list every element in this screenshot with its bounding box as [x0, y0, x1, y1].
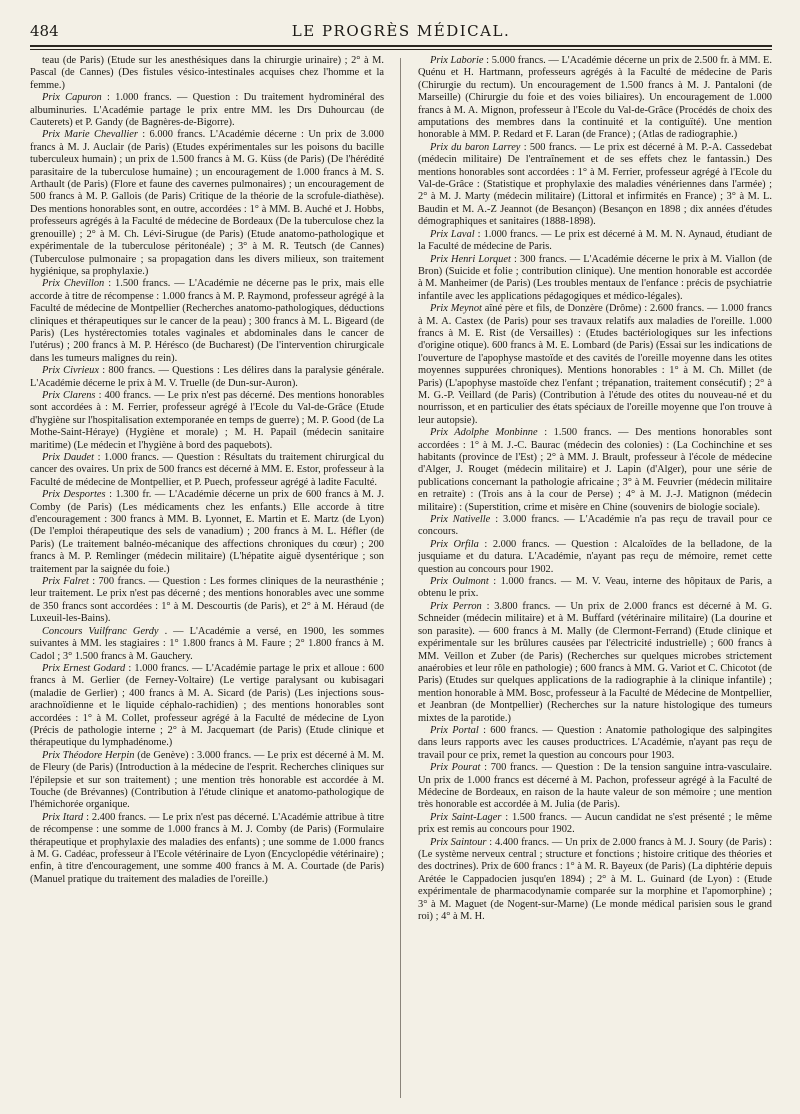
- prize-name: Prix Perron: [430, 600, 482, 612]
- prize-text: aîné père et fils, de Donzère (Drôme) : 2.600 francs. — 1.000 francs à M. A. Castex (de Paris) pour ses travaux relatifs aux maladies de l'oreille. 1.000 francs à M. E. Rist (de Versailles) : (Etudes bactériologiques sur les infections d'origine otique). 600 francs à M. E. Lombard (de Paris) (Essai sur les indications de l'ouverture de l'apophyse mastoïde et des cavités de l'oreille moyenne dans les otites moyennes suppurées chroniques). Mentions honorables : 1° à M. Ch. Millet (de Paris) (L'apophyse mastoïde chez l'enfant ; trépanation, traitement consécutif) ; 2° à M. G.-P. Veillard (de Paris) (Contribution à l'étude des otites du nouveau-né et du nourrisson, et en particulier des états spéciaux de l'oreille moyenne que l'on trouve à leur autopsie).: [418, 303, 772, 426]
- prize-paragraph: [418, 539, 772, 576]
- prize-text: : 1.500 francs. — Aucun candidat ne s'est présenté ; le même prix est remis au concours pour 1902.: [418, 811, 772, 836]
- prize-paragraph: [418, 229, 772, 254]
- prize-text: : 4.400 francs. — Un prix de 2.000 francs à M. J. Soury (de Paris) : (Le système nerveux central ; structure et fonctions ; histoire critique des théories et des doctrines). Prix de 600 francs : 1° à M. R. Bayeux (de Paris) (La diphtérie depuis Arétée le Cappadocien jusqu'en 1894) ; 2° à M. L. Guinard (de Lyon) : (Etude expérimentale de pharmacodynamie comparée sur la morphine et l'apomorphine) ; 3° à M. Maguet (de Nogent-sur-Marne) (Le monde médical parisien sous le grand roi) ; 4° à M. H.: [418, 836, 772, 923]
- prize-text: : 500 francs. — Le prix est décerné à M. P.-A. Cassedebat (médecin militaire) De l'entraînement et de ses effets chez le fantassin.) Des mentions honorables sont accordées : 1° à M. Ferrier, professeur agrégé à l'Ecole du Val-de-Grâce : (Statistique et prophylaxie des maladies vénériennes dans l'armée) ; 2° à M. J. Marty (médecin militaire) (Littoral et infirmités en France) ; 3° à M. L. Baudin et M. A.-Z Jeannot (de Besançon) (Besançon en 1898 ; dix années d'études démographiques et sanitaires (1888-1898).: [418, 141, 772, 228]
- prize-text: : 700 francs. — Question : Les formes cliniques de la neurasthénie ; leur traitement. Le prix n'est pas décerné ; des mentions honorables avec une somme de 350 francs sont accordées : 1° à M. Descourtis (de Paris), et 2° à M. Héraud (de Luxeuil-les-Bains).: [30, 576, 384, 625]
- prize-name: Prix Capuron: [42, 92, 102, 104]
- prize-name: Prix Pourat: [430, 762, 481, 774]
- prize-name: Prix Henri Lorquet: [430, 253, 511, 265]
- prize-paragraph: [30, 92, 384, 129]
- prize-text: : 700 francs. — Question : De la tension sanguine intra-vasculaire. Un prix de 1.000 francs est décerné à M. Pachon, professeur agrégé à la Faculté de Médecine de Bordeaux, en raison de la haute valeur de son mémoire ; une mention très honorable est accordée à M. Julia (de Paris).: [418, 762, 772, 811]
- prize-name: Prix Itard: [42, 811, 84, 823]
- prize-name: Prix Nativelle: [430, 514, 491, 526]
- prize-paragraph: [30, 390, 384, 452]
- prize-paragraph: [418, 142, 772, 229]
- header-rule-thick: [30, 45, 772, 47]
- prize-paragraph: [418, 576, 772, 601]
- prize-paragraph: [418, 601, 772, 725]
- prize-name: Prix Oulmont: [430, 576, 489, 588]
- prize-paragraph: [418, 725, 772, 762]
- prize-name: Prix Daudet: [42, 452, 95, 463]
- prize-paragraph: [30, 55, 384, 92]
- prize-paragraph: [418, 427, 772, 514]
- prize-paragraph: [30, 489, 384, 576]
- prize-paragraph: [418, 837, 772, 924]
- prize-name: Prix Clarens: [42, 389, 96, 401]
- journal-title: LE PROGRÈS MÉDICAL.: [291, 22, 511, 40]
- column-divider: [400, 58, 401, 1098]
- prize-paragraph: [418, 762, 772, 812]
- prize-name: Prix Ernest Godard: [42, 662, 126, 674]
- prize-name: Prix Meynot: [430, 303, 482, 315]
- prize-paragraph: [30, 576, 384, 626]
- prize-text: : 1.000 francs. — Question : Résultats du traitement chirurgical du cancer des ovaires. Un prix de 500 francs est décerné à MM. E. Estor, professeur à la Faculté de médecine de Montpellier, et P. Puech, professeur agrégé à ladite Faculté.: [30, 452, 384, 488]
- prize-paragraph: [30, 365, 384, 390]
- prize-paragraph: [418, 812, 772, 837]
- prize-name: Prix Laborie: [430, 55, 484, 66]
- prize-name: Prix Laval: [430, 228, 475, 240]
- prize-text: : 800 francs. — Questions : Les délires dans la paralysie générale. L'Académie décerne le prix à M. V. Truelle (de Dun-sur-Auron).: [30, 365, 384, 389]
- prize-text: : 3.000 francs. — L'Académie n'a pas reçu de travail pour ce concours.: [418, 514, 772, 538]
- prize-text: : 1.000 francs. — Le prix est décerné à M. M. N. Aynaud, étudiant de la Faculté de médecine de Paris.: [418, 228, 772, 253]
- prize-text: : 1.300 fr. — L'Académie décerne un prix de 600 francs à M. J. Comby (de Paris) (Les médicaments chez les enfants.) Elle accorde à titre d'encouragement : 300 francs à MM. B. Lyonnet, E. Martin et E. Martz (de Lyon) (De l'emploi thérapeutique des sels de vanadium) ; 200 francs à M. L. Héfler (de Paris) (Le traitement balnéo-mécanique des affections chroniques du cœur) ; 200 francs à M. P. Remlinger (médecin militaire) (L'hépatite aiguë dysentérique ; son traitement par la saignée du foie.): [30, 489, 384, 575]
- prize-name: Prix Civrieux: [42, 365, 99, 377]
- prize-text: : 600 francs. — Question : Anatomie pathologique des salpingites dans leurs rapports avec les causes productrices. L'Académie, n'ayant pas reçu de travail pour ce prix, remet la question au concours pour 1903.: [418, 724, 772, 761]
- prize-name: Prix Chevillon: [42, 278, 105, 290]
- prize-text: teau (de Paris) (Etude sur les anesthésiques dans la chirurgie urinaire) ; 2° à M. Pascal (de Cannes) (Des fistules vésico-intestinales acquises chez l'homme et la femme.): [30, 55, 384, 91]
- prize-paragraph: [418, 55, 772, 142]
- prize-text: : 1.000 francs. — M. V. Veau, interne des hôpitaux de Paris, a obtenu le prix.: [418, 576, 772, 600]
- prize-text: (de Genève) : 3.000 francs. — Le prix est décerné à M. M. de Fleury (de Paris) (Introduction à la médecine de l'esprit. Recherches cliniques sur l'épilepsie et sur son traitement) ; une mention très honorable est accordée à M. Touche (de Brévannes) (Contribution à l'étude clinique et anatomo-pathologique de l'hémichorée organique.: [30, 749, 384, 811]
- right-column: [418, 55, 772, 1100]
- prize-name: Prix Portal: [430, 724, 479, 736]
- prize-text: : 5.000 francs. — L'Académie décerne un prix de 2.500 fr. à MM. E. Quénu et H. Hartmann, professeurs agrégés à la Faculté de médecine de Paris (Chirurgie du rectum). Un encouragement de 1.500 francs à M. J. Pantaloni (de Marseille) (Chirurgie du foie et des voies biliaires). Un encouragement de 1.000 francs à M. A. Mignon, professeur à l'Ecole du Val-de-Grâce (Procédés de choix des amputations des membres dans la continuité et la contiguïté). Une mention honorable à MM. P. Redard et F. Laran (de France) ; (Atlas de radiographie.): [418, 55, 772, 141]
- prize-text: : 1.000 francs. — L'Académie partage le prix et alloue : 600 francs à M. Gerlier (de Ferney-Voltaire) (Le vertige paralysant ou kubisagari (maladie de Gerlier) ; 400 francs à M. A. Sicard (de Paris) (Les injections sous-arachnoïdienne et le liquide céphalo-rachidien) ; des mentions honorables sont accordées : 1° à M. Collet, professeur agrégé à la Faculté de médecine de Lyon (Précis de pathologie interne ; 2° à M. Jacquemart (de Paris) (Etude clinique et thérapeutique du lymphadénome.): [30, 662, 384, 749]
- prize-text: : 6.000 francs. L'Académie décerne : Un prix de 3.000 francs à M. J. Auclair (de Paris) (Etudes expérimentales sur les poisons du bacille tuberculeux humain) ; un prix de 1.500 francs à M. G. Küss (de Paris) (De l'hérédité parasitaire de la tuberculose humaine) ; un encouragement de 1.000 francs à M. S. Arthault (de Paris) (Flore et faune des cavernes pulmonaires) ; un encouragement de 500 francs à M. P. Gallois (de Paris) Critique de la théorie de la scrofule-diathèse). Des mentions honorables sont, en outre, accordées : 1° à MM. B. Auché et J. Hobbs, professeurs agrégés à la Faculté de médecine de Bordeaux (De la tuberculose chez la grenouille) ; 2° à M. Ch. Lévi-Sirugue (de Paris) (Etude anatomo-pathologique et expérimentale de la tuberculose péritonéale) ; 3° à M. R. Teutsch (de Cannes) (Tuberculose pulmonaire ; sa propagation dans les divers milieux, son traitement hygiénique, sa prophylaxie.): [30, 129, 384, 277]
- prize-paragraph: [30, 129, 384, 278]
- prize-paragraph: [30, 278, 384, 365]
- page-number: 484: [30, 22, 59, 40]
- prize-text: : 400 francs. — Le prix n'est pas décerné. Des mentions honorables sont accordées à : M. Ferrier, professeur agrégé à l'Ecole du Val-de-Grâce (Etude d'hygiène sur l'hospitalisation extemporanée en temps de guerre) ; M. P. Good (de La Mothe-Saint-Héraye) (Hygiène et morale) ; M. H. Papail (médecin sanitaire maritime) (Le médecin et l'hygiène à bord des paquebots).: [30, 389, 384, 451]
- prize-text: : 3.800 francs. — Un prix de 2.000 francs est décerné à M. G. Schneider (médecin militaire) et à M. Buffard (vétérinaire militaire) (La dourine et son parasite). — 600 francs à M. Mally (de Clermont-Ferrand) (Etude clinique et expérimentale sur les brûlures causées par l'électricité industrielle) ; 600 francs à MM. Veillon et Zuber (de Paris) (Recherches sur quelques microbes strictement anaérobies et leur rôle en pathologie) ; 600 francs à MM. G. Variot et C. Chicotot (de Paris) (Etudes sur quelques applications de la radiographie à la clinique infantile) ; mention honorable à MM. Bosc, professeur à la Faculté de Médecine de Montpellier, et Jeanbran (de Montpellier) (Recherches sur la nature histologique des tumeurs mixtes de la parotide.): [418, 600, 772, 724]
- left-column: [30, 55, 384, 1100]
- prize-name: Prix Saint-Lager: [430, 811, 502, 823]
- prize-paragraph: [418, 303, 772, 427]
- prize-paragraph: [30, 663, 384, 750]
- prize-text: : 300 francs. — L'Académie décerne le prix à M. Viallon (de Bron) (Suicide et folie ; contribution clinique). Une mention honorable est accordée à M. Manheimer (de Paris) (Les troubles mentaux de l'enfance : précis de psychiatrie infantile avec les applications pédagogiques et médico-légales).: [418, 253, 772, 302]
- prize-name: Prix Desportes: [42, 489, 106, 501]
- prize-paragraph: [30, 812, 384, 886]
- prize-paragraph: [30, 626, 384, 663]
- prize-paragraph: [30, 750, 384, 812]
- prize-paragraph: [418, 254, 772, 304]
- prize-name: Prix Adolphe Monbinne: [430, 427, 538, 439]
- prize-text: : 1.500 francs. — L'Académie ne décerne pas le prix, mais elle accorde à titre de récompense : 1.000 francs à M. P. Raymond, professeur agrégé à la Faculté de médecine de Montpellier (Recherches anatomo-pathologiques, déductions cliniques et thérapeutiques sur le cancer de la peau) ; 300 francs à M. L. Bigeard (de Paris) (Les hystérectomies totales vaginales et abdominales dans le cancer de l'utérus) ; 200 francs à M. P. Hérésco (de Bucharest) (De l'intervention chirurgicale dans les tumeurs malignes du rein).: [30, 278, 384, 364]
- prize-name: Concours Vuilfranc Gerdy: [42, 625, 159, 637]
- prize-text: : 1.000 francs. — Question : Du traitement hydrominéral des albuminuries. L'Académie partage le prix entre MM. les Drs Duhourcau (de Cauterets) et P. Gandy (de Bagnères-de-Bigorre).: [30, 92, 384, 129]
- prize-name: Prix Orfila: [430, 538, 479, 550]
- prize-name: Prix Saintour: [430, 836, 487, 848]
- prize-paragraph: [418, 514, 772, 539]
- prize-name: Prix Falret: [42, 576, 89, 588]
- prize-name: Prix du baron Larrey: [430, 141, 521, 153]
- prize-name: Prix Marie Chevallier: [42, 129, 138, 141]
- prize-text: : 2.000 francs. — Question : Alcaloïdes de la belladone, de la jusquiame et du datura. L'Académie, n'ayant pas reçu de mémoire, remet cette question au concours pour 1902.: [418, 538, 772, 575]
- prize-text: : 1.500 francs. — Des mentions honorables sont accordées : 1° à M. J.-C. Baurac (médecin des colonies) : (La Cochinchine et ses habitants (province de l'Est) ; 2° à MM. J. Brault, professeur à l'école de médecine d'Alger, J. Rouget (médecin militaire) et J. Lapin (d'Alger), pour une série de publications concernant la pathologie africaine ; 3° à M. Feuvrier (médecin militaire en retraite) : (Trois ans à la cour de Perse) ; 4° à M. J.-J. Matignon (médecin militaire) : (Superstition, crime et misère en Chine (souvenirs de biologie sociale).: [418, 427, 772, 513]
- prize-text: . — L'Académie a versé, en 1900, les sommes suivantes à MM. les stagiaires : 1° 1.800 francs à M. Faure ; 2° 1.800 francs à M. Cadol ; 3° 1.500 francs à M. Gauchery.: [30, 625, 384, 662]
- header-rule-thin: [30, 49, 772, 50]
- prize-text: : 2.400 francs. — Le prix n'est pas décerné. L'Académie attribue à titre de récompense : une somme de 1.000 francs à M. J. Comby (de Paris) (Formulaire thérapeutique et prophylaxie des maladies des enfants) ; une somme de 1.000 francs à M. G. Cadéac, professeur à l'Ecole vétérinaire de Lyon (Encyclopédie vétérinaire) ; enfin, à titre d'encouragement, une somme 400 francs à M. A. Courtade (de Paris) (Manuel pratique du traitement des maladies de l'oreille.): [30, 811, 384, 885]
- prize-paragraph: [30, 452, 384, 489]
- page-header: [30, 22, 772, 44]
- prize-name: Prix Théodore Herpin: [42, 749, 135, 761]
